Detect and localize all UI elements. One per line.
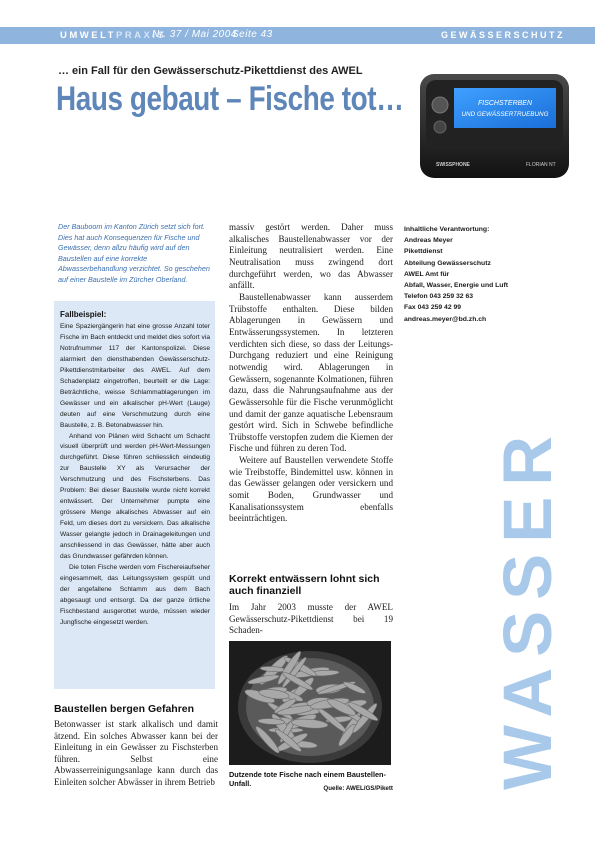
contact-line: Andreas Meyer	[404, 237, 453, 245]
body-text-middle-2: Im Jahr 2003 musste der AWEL Gewässerschutz-Pikettdienst bei 19 Schaden-	[229, 602, 393, 636]
pager-model: FLORIAN NT	[526, 162, 556, 168]
contact-line: Inhaltliche Verantwortung:	[404, 226, 490, 233]
intro-text: Der Bauboom im Kanton Zürich setzt sich fort. Dies hat auch Konsequenzen für Fische und Gewässer, denn allzu häufig wird auf den Baustellen auf eine korrekte Abwasserbehandlung verzichtet. So geschehen auf einer Baustelle im Zürcher Oberland.	[58, 222, 210, 284]
case-paragraph: Anhand von Plänen wird Schacht um Schacht visuell überprüft und werden pH-Wert-Messungen durchgeführt. Diese führen schliesslich eindeutig zur Baustelle XY als Verursacher der Verschmutzung und des Fischsterbens. Das Problem: Bei dieser Baustelle wurde nicht korrekt entwässert. Der Unternehmer pumpte eine grössere Menge alkalisches Abwasser auf ein Feld, um dieses dort zu versickern. Das alkalische Wasser gelangte jedoch in Drainageleitungen und anschliessend in das Gewässer, hätte aber auch das Grundwasser gefährden können.	[60, 432, 210, 561]
case-paragraph: Eine Spaziergängerin hat eine grosse Anzahl toter Fische im Bach entdeckt und meldet dies sofort via Notrufnummer 117 der Kantonspolizei. Diese alarmiert den diensthabenden Gewässerschutz-Pikettdienstmitarbeiter des AWEL. Auf dem Schadenplatz eingetroffen, beurteilt er die Lage: Beträchtliche, weisse Schlammablagerungen im Gewässer und ein alkalischer pH-Wert (Lauge) deuten auf eine Verschmutzung durch eine Baustelle, z. B. Betonabwasser hin.	[60, 323, 210, 429]
case-box-title: Fallbeispiel:	[60, 310, 107, 319]
header-bar	[0, 27, 595, 44]
vertical-section-word: WASSER	[489, 424, 566, 790]
pager-screen-line1: FISCHSTERBEN	[477, 100, 533, 107]
page-number: Seite 43	[232, 29, 273, 40]
section-heading-middle: Korrekt entwässern lohnt sich auch finanziell	[229, 573, 380, 597]
article-kicker: … ein Fall für den Gewässerschutz-Pikettdienst des AWEL	[58, 65, 363, 77]
pager-brand: SWISSPHONE	[436, 162, 470, 168]
case-box	[54, 301, 215, 689]
case-paragraph: Die toten Fische werden vom Fischereiaufseher eingesammelt, das Leitungssystem gespült und der angefallene Schlamm aus dem Bach abgesaugt und entsorgt. Da der ganze örtliche Fischbestand ausgerottet wurde, müssen wieder Jungfische eingesetzt werden.	[60, 563, 210, 626]
body-paragraph: massiv gestört werden. Daher muss alkalisches Baustellenabwasser vor der Einleitung neutralisiert werden. Eine Neutralisation muss zwingend dort durchgeführt werden, wo das Abwasser anfällt.	[229, 222, 393, 291]
contact-line: Fax 043 259 42 99	[404, 304, 462, 312]
body-text-middle	[229, 222, 393, 525]
section-label: GEWÄSSERSCHUTZ	[440, 30, 565, 40]
contact-line: AWEL Amt für	[404, 270, 450, 278]
issue-number: Nr. 37 / Mai 2004	[152, 29, 237, 40]
body-paragraph: Weitere auf Baustellen verwendete Stoffe wie Treibstoffe, Bindemittel usw. können in das Gewässer gelangen oder versickern und somit Boden, Grundwasser und Kanalisationssystem ebenfalls beeinträchtigen.	[229, 455, 393, 524]
section-heading-left: Baustellen bergen Gefahren	[54, 703, 195, 715]
body-text-left: Betonwasser ist stark alkalisch und damit ätzend. Ein solches Abwasser kann bei der Einleitung in ein Gewässer zu Fischsterben führen. Selbst eine Abwasserreinigungsanlage kann durch das Einleiten solcher Abwässer in ihrem Betrieb	[54, 719, 218, 787]
contact-line: Abfall, Wasser, Energie und Luft	[404, 282, 508, 290]
photo-caption: Dutzende tote Fische nach einem Baustellen-Unfall.	[229, 770, 386, 788]
contact-block	[404, 224, 564, 325]
dead-fish-photo	[229, 641, 391, 765]
contact-email: andreas.meyer@bd.zh.ch	[404, 315, 487, 323]
body-paragraph: Baustellenabwasser kann ausserdem Trübstoffe enthalten. Diese bilden Ablagerungen in Gewässern und Entwässerungssystemen. In letzteren verdichten sich diese, so dass der Leitungs-Durchgang reduziert und eine Reinigung notwendig wird. Ablagerungen in Gewässern, sogenannte Kolmationen, führen dazu, dass die Nahrungsaufnahme aus der Gewässersohle für die Fische verunmöglicht und damit der ganze aquatische Lebensraum gestört wird. Sich in Schwebe befindliche Trübstoffe verstopfen zudem die Kiemen der Fische und führen zu deren Tod.	[229, 291, 393, 454]
contact-line: Telefon 043 259 32 63	[404, 293, 474, 301]
contact-line: Abteilung Gewässerschutz	[404, 259, 491, 267]
contact-line: Pikettdienst	[404, 248, 443, 256]
magazine-brand: UMWELTPRAXIS	[60, 30, 167, 41]
article-title: Haus gebaut – Fische tot…	[56, 80, 404, 118]
pager-image	[418, 72, 571, 180]
pager-screen-line2: UND GEWÄSSERTRUEBUNG	[461, 111, 549, 118]
case-box-body	[60, 322, 210, 629]
photo-source: Quelle: AWEL/GS/Pikett	[323, 785, 393, 792]
